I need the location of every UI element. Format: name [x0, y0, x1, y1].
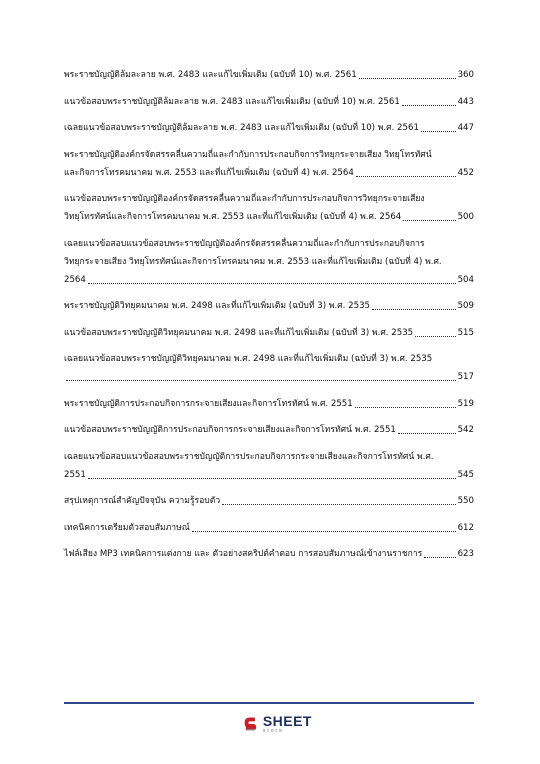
- leader-dots: [192, 531, 456, 532]
- toc-page-number: 623: [457, 549, 474, 559]
- toc-entry-title-cont: วิทยุกระจายเสียง วิทยุโทรทัศน์และกิจการโทรคมนาคม พ.ศ. 2553 และที่แก้ไขเพิ่มเติม (ฉบับที่ 4) พ.ศ.: [64, 256, 442, 267]
- sheet-store-logo: [242, 711, 312, 737]
- brand-name: SHEET: [262, 713, 312, 729]
- toc-entry-title-cont: 2564: [64, 274, 86, 285]
- toc-page-number: 452: [457, 167, 474, 178]
- toc-page-number: 515: [457, 327, 474, 338]
- leader-dots: [222, 504, 455, 505]
- toc-entry-title: เฉลยแนวข้อสอบแนวข้อสอบพระราชบัญญัติการประกอบกิจการกระจายเสียงและกิจการโทรทัศน์ พ.ศ.: [64, 451, 434, 462]
- toc-entry[interactable]: [64, 395, 474, 413]
- toc-entry[interactable]: [64, 235, 474, 289]
- toc-page-number: 509: [457, 301, 474, 311]
- brand-tagline: store: [262, 728, 284, 734]
- toc-page-number: 443: [457, 96, 474, 107]
- toc-entry-title: แนวข้อสอบพระราชบัญญัติการประกอบกิจการกระจายเสียงและกิจการโทรทัศน์ พ.ศ. 2551: [64, 425, 396, 435]
- toc-page-number: 504: [457, 274, 474, 285]
- toc-page-number: 519: [457, 398, 474, 409]
- toc-page-number: 517: [457, 372, 474, 382]
- toc-page-number: 447: [457, 123, 474, 133]
- toc-entry[interactable]: [64, 421, 474, 439]
- toc-entry[interactable]: [64, 448, 474, 484]
- toc-entry[interactable]: [64, 119, 474, 137]
- toc-entry[interactable]: [64, 66, 474, 84]
- toc-entry-title-cont: 2551: [64, 469, 86, 480]
- toc-entry-title-cont: วิทยุโทรทัศน์และกิจการโทรคมนาคม พ.ศ. 2553 และที่แก้ไขเพิ่มเติม (ฉบับที่ 4) พ.ศ. 2564: [64, 212, 402, 222]
- toc-entry-title: เทคนิคการเตรียมตัวสอบสัมภาษณ์: [64, 522, 190, 533]
- toc-entry-title: เฉลยแนวข้อสอบแนวข้อสอบพระราชบัญญัติองค์กรจัดสรรคลื่นความถี่และกำกับการประกอบกิจการ: [64, 238, 425, 249]
- leader-dots: [398, 433, 456, 434]
- toc-page-number: 550: [457, 496, 474, 506]
- leader-dots: [88, 478, 456, 479]
- footer-rule: [64, 702, 474, 704]
- toc-entry[interactable]: [64, 350, 474, 386]
- toc-entry-title: พระราชบัญญัติการประกอบกิจการกระจายเสียงและกิจการโทรทัศน์ พ.ศ. 2551: [64, 398, 353, 409]
- toc-page-number: 542: [457, 425, 474, 435]
- toc-entry-title: พระราชบัญญัติองค์กรจัดสรรคลื่นความถี่และกำกับการประกอบกิจการวิทยุกระจายเสียง วิทยุโทรทัศน์: [64, 149, 432, 160]
- leader-dots: [402, 105, 456, 106]
- toc-entry-title: พระราชบัญญัติวิทยุคมนาคม พ.ศ. 2498 และที่แก้ไขเพิ่มเติม (ฉบับที่ 3) พ.ศ. 2535: [64, 301, 371, 311]
- toc-page-number: 360: [457, 70, 474, 80]
- toc-entry-title: แนวข้อสอบพระราชบัญญัติวิทยุคมนาคม พ.ศ. 2498 และที่แก้ไขเพิ่มเติม (ฉบับที่ 3) พ.ศ. 2535: [64, 327, 414, 338]
- toc-entry-title: แนวข้อสอบพระราชบัญญัติองค์กรจัดสรรคลื่นความถี่และกำกับการประกอบกิจการวิทยุกระจายเสียง: [64, 194, 425, 204]
- leader-dots: [403, 220, 455, 221]
- toc-entry[interactable]: [64, 93, 474, 111]
- table-of-contents: [64, 66, 474, 572]
- leader-dots: [359, 78, 456, 79]
- toc-entry-title: พระราชบัญญัติล้มละลาย พ.ศ. 2483 และแก้ไขเพิ่มเติม (ฉบับที่ 10) พ.ศ. 2561: [64, 70, 357, 80]
- toc-page-number: 500: [457, 212, 474, 222]
- leader-dots: [372, 309, 456, 310]
- toc-page-number: 545: [457, 469, 474, 480]
- toc-entry-title: สรุปเหตุการณ์สำคัญปัจจุบัน ความรู้รอบตัว: [64, 496, 221, 506]
- s-logo-icon: [242, 711, 259, 737]
- toc-entry[interactable]: [64, 492, 474, 510]
- toc-page-number: 612: [457, 522, 474, 533]
- toc-entry[interactable]: [64, 297, 474, 315]
- leader-dots: [88, 283, 456, 284]
- toc-entry[interactable]: [64, 519, 474, 537]
- toc-entry-title: ไฟล์เสียง MP3 เทคนิคการแต่งกาย และ ตัวอย่างสคริปต์คำตอบ การสอบสัมภาษณ์เข้างานราชการ: [64, 549, 423, 559]
- leader-dots: [66, 380, 456, 381]
- leader-dots: [355, 407, 456, 408]
- leader-dots: [421, 131, 456, 132]
- leader-dots: [415, 336, 455, 337]
- toc-entry-title: เฉลยแนวข้อสอบพระราชบัญญัติวิทยุคมนาคม พ.ศ. 2498 และที่แก้ไขเพิ่มเติม (ฉบับที่ 3) พ.ศ. 2535: [64, 354, 433, 364]
- toc-entry-title: แนวข้อสอบพระราชบัญญัติล้มละลาย พ.ศ. 2483 และแก้ไขเพิ่มเติม (ฉบับที่ 10) พ.ศ. 2561: [64, 96, 400, 107]
- toc-entry-title-cont: และกิจการโทรคมนาคม พ.ศ. 2553 และที่แก้ไขเพิ่มเติม (ฉบับที่ 4) พ.ศ. 2564: [64, 167, 354, 178]
- toc-entry[interactable]: [64, 545, 474, 563]
- leader-dots: [424, 557, 455, 558]
- toc-entry[interactable]: [64, 324, 474, 342]
- toc-entry-title: เฉลยแนวข้อสอบพระราชบัญญัติล้มละลาย พ.ศ. 2483 และแก้ไขเพิ่มเติม (ฉบับที่ 10) พ.ศ. 2561: [64, 123, 419, 133]
- toc-entry[interactable]: [64, 146, 474, 182]
- leader-dots: [356, 176, 456, 177]
- toc-entry[interactable]: [64, 190, 474, 226]
